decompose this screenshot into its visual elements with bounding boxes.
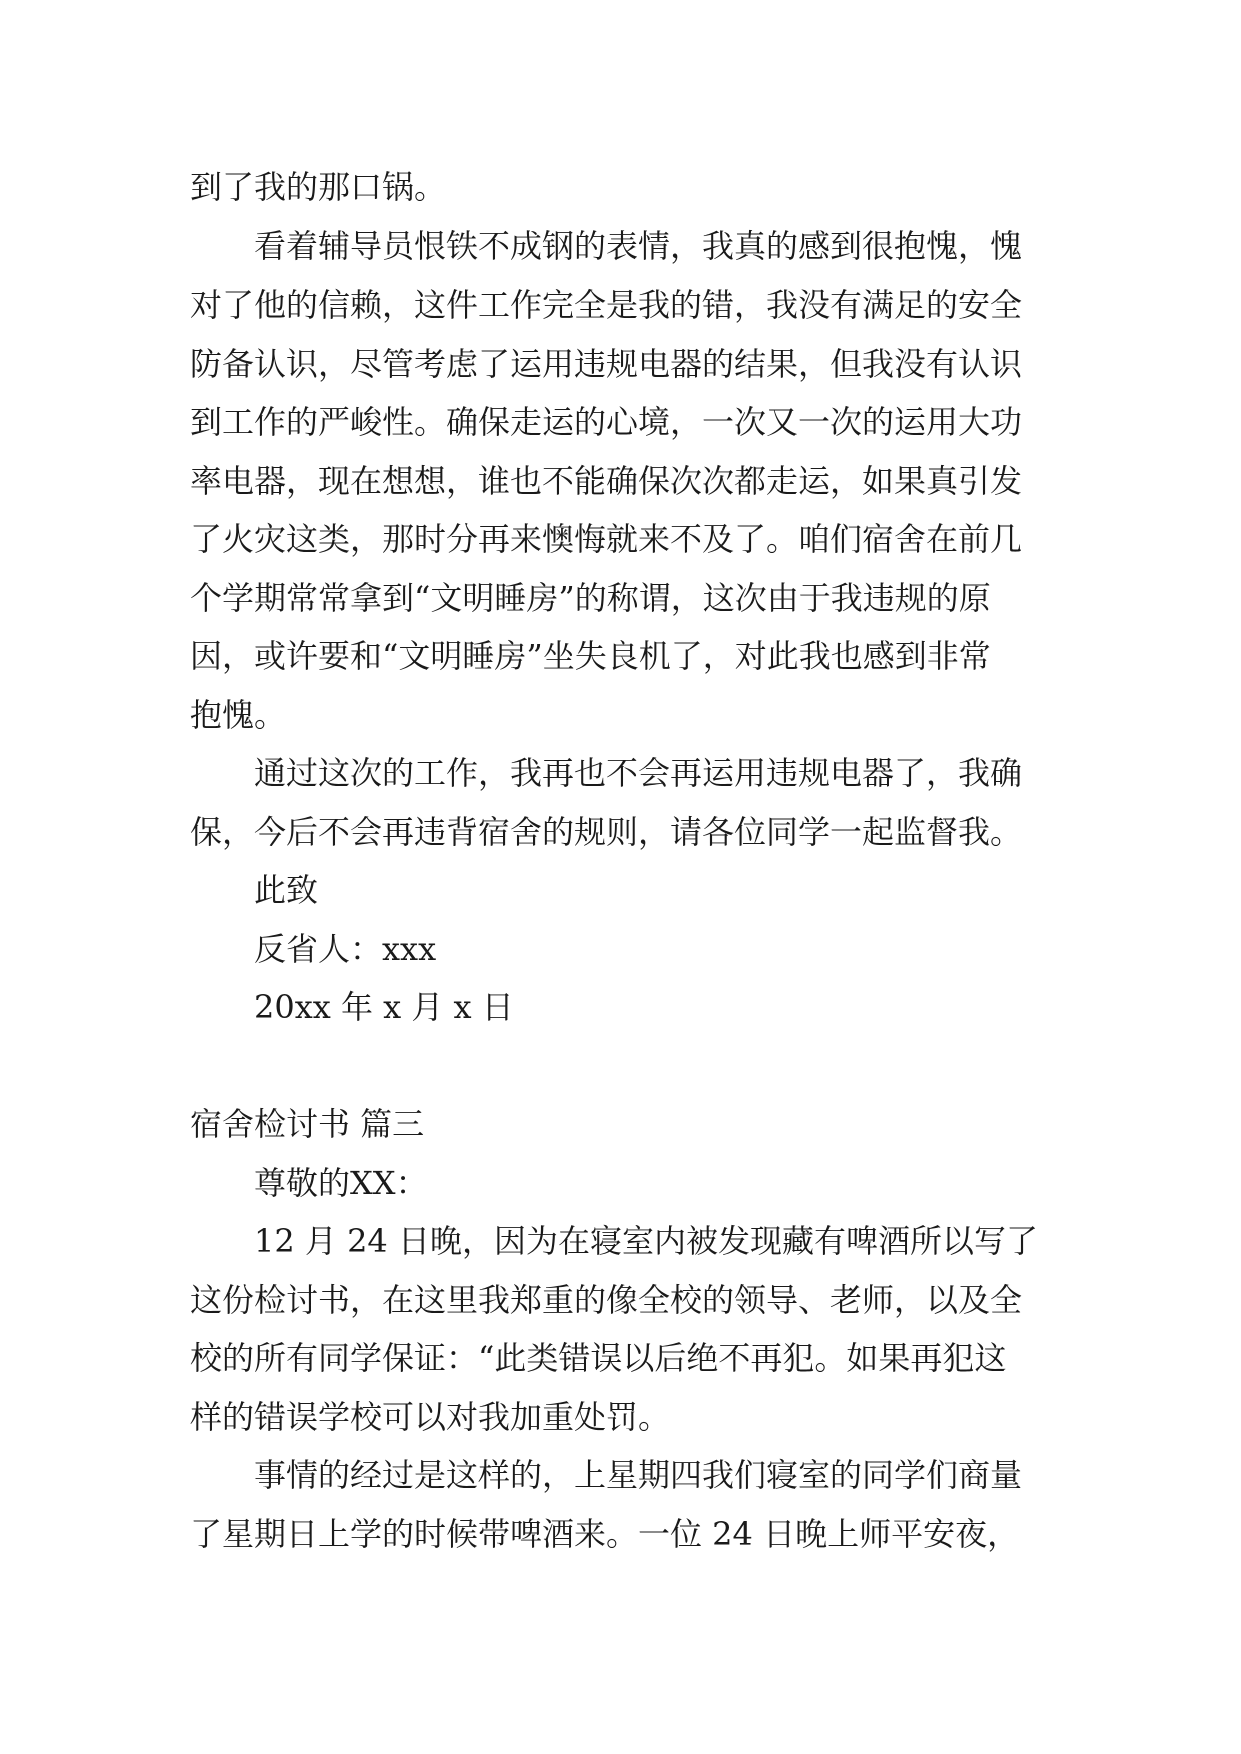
paragraph-start-line: 12 月 24 日晚，因为在寝室内被发现藏有啤酒所以写了: [254, 1222, 1038, 1260]
text-line: 校的所有同学保证：“此类错误以后绝不再犯。如果再犯这: [190, 1339, 1007, 1377]
text-line: 抱愧。: [190, 696, 287, 734]
text-line: 防备认识，尽管考虑了运用违规电器的结果，但我没有认识: [190, 345, 1023, 383]
section-heading: 宿舍检讨书 篇三: [190, 1105, 425, 1143]
text-line: 了星期日上学的时候带啤酒来。一位 24 日晚上师平安夜，: [190, 1515, 1020, 1553]
text-line: 这份检讨书，在这里我郑重的像全校的领导、老师，以及全: [190, 1281, 1023, 1319]
text-line: 个学期常常拿到“文明睡房”的称谓，这次由于我违规的原: [190, 579, 991, 617]
paragraph-start-line: 看着辅导员恨铁不成钢的表情，我真的感到很抱愧，愧: [254, 227, 1023, 265]
text-line: 对了他的信赖，这件工作完全是我的错，我没有满足的安全: [190, 286, 1023, 324]
text-line: 因，或许要和“文明睡房”坐失良机了，对此我也感到非常: [190, 637, 991, 675]
text-line: 到工作的严峻性。确保走运的心境，一次又一次的运用大功: [190, 403, 1023, 441]
signature-line: 反省人：xxx: [254, 930, 437, 968]
text-line: 保，今后不会再违背宿舍的规则，请各位同学一起监督我。: [190, 813, 1023, 851]
salutation-line: 尊敬的XX：: [254, 1164, 428, 1202]
text-line: 了火灾这类，那时分再来懊悔就来不及了。咱们宿舍在前几: [190, 520, 1023, 558]
paragraph-start-line: 通过这次的工作，我再也不会再运用违规电器了，我确: [254, 754, 1023, 792]
paragraph-start-line: 事情的经过是这样的，上星期四我们寝室的同学们商量: [254, 1456, 1023, 1494]
closing-salutation: 此致: [254, 871, 319, 909]
text-line: 到了我的那口锅。: [190, 168, 447, 206]
date-line: 20xx 年 x 月 x 日: [254, 988, 514, 1026]
text-line: 率电器，现在想想，谁也不能确保次次都走运，如果真引发: [190, 462, 1023, 500]
text-line: 样的错误学校可以对我加重处罚。: [190, 1398, 671, 1436]
